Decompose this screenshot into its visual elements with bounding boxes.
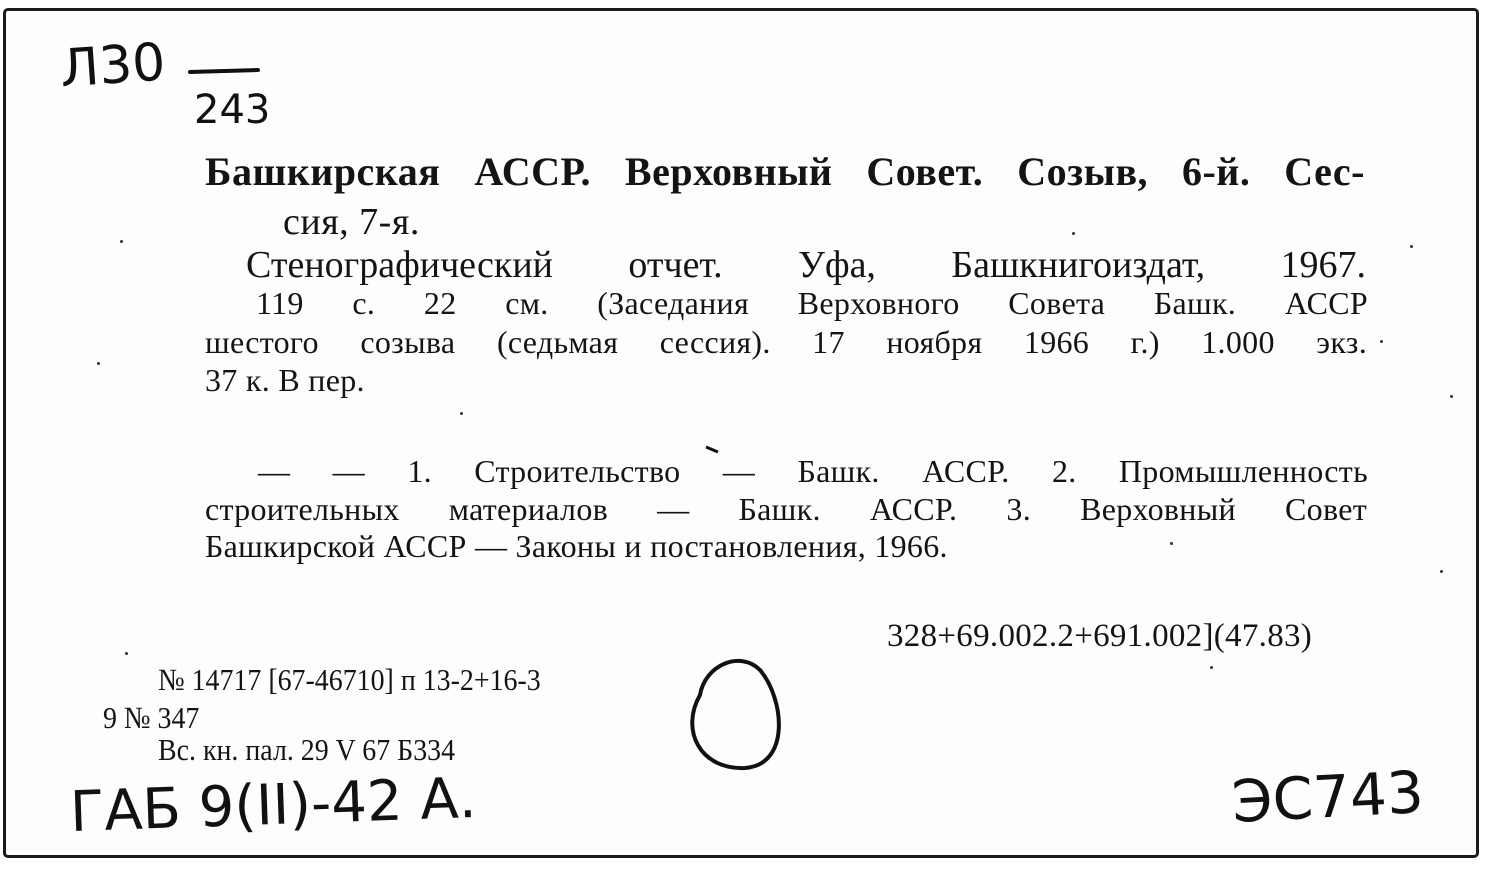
handwritten-shelfmark-numerator: Л30 [58, 32, 168, 100]
handwritten-location-mark: ГАБ 9(II)-42 А. [68, 765, 478, 846]
subject-line3: Башкирской АССР — Законы и постановления, 1966. [205, 528, 948, 564]
speck [120, 240, 123, 243]
handwritten-inventory-number: ЭС743 [1230, 758, 1426, 836]
speck [1440, 570, 1443, 573]
speck [1210, 666, 1213, 669]
subject-line1: — — 1. Строительство — Башк. АССР. 2. Промышленность [258, 453, 1368, 489]
entry-title-imprint: Стенографический отчет. Уфа, Башкнигоиздат, 1967. [246, 244, 1366, 286]
speck [1450, 395, 1453, 398]
speck [1410, 245, 1413, 248]
entry-collation-line1: 119 с. 22 см. (Заседания Верховного Совета Башк. АССР [256, 285, 1368, 321]
speck [460, 412, 463, 415]
entry-collation-line3: 37 к. В пер. [205, 362, 365, 398]
stamp-line1: № 14717 [67-46710] п 13-2+16-3 [158, 662, 541, 697]
speck [1380, 340, 1383, 343]
fraction-bar-stroke [190, 70, 258, 72]
entry-collation-line2: шестого созыва (седьмая сессия). 17 ноября 1966 г.) 1.000 экз. [205, 324, 1367, 360]
punch-hole-outline [692, 661, 779, 768]
speck [97, 362, 100, 365]
handwritten-shelfmark-denominator: 243 [194, 87, 271, 133]
subject-line2: строительных материалов — Башк. АССР. 3. Верховный Совет [205, 491, 1367, 527]
entry-heading-line1: Башкирская АССР. Верховный Совет. Созыв, 6-й. Сес- [205, 149, 1365, 194]
speck [125, 652, 128, 655]
entry-heading-line2: сия, 7-я. [283, 201, 420, 243]
stamp-line3: Вс. кн. пал. 29 V 67 Б334 [158, 732, 456, 767]
ink-mark [706, 447, 718, 452]
speck [1072, 232, 1075, 235]
classification-index: 328+69.002.2+691.002](47.83) [887, 618, 1313, 654]
speck [1170, 542, 1173, 545]
stamp-line2: 9 № 347 [103, 700, 200, 735]
